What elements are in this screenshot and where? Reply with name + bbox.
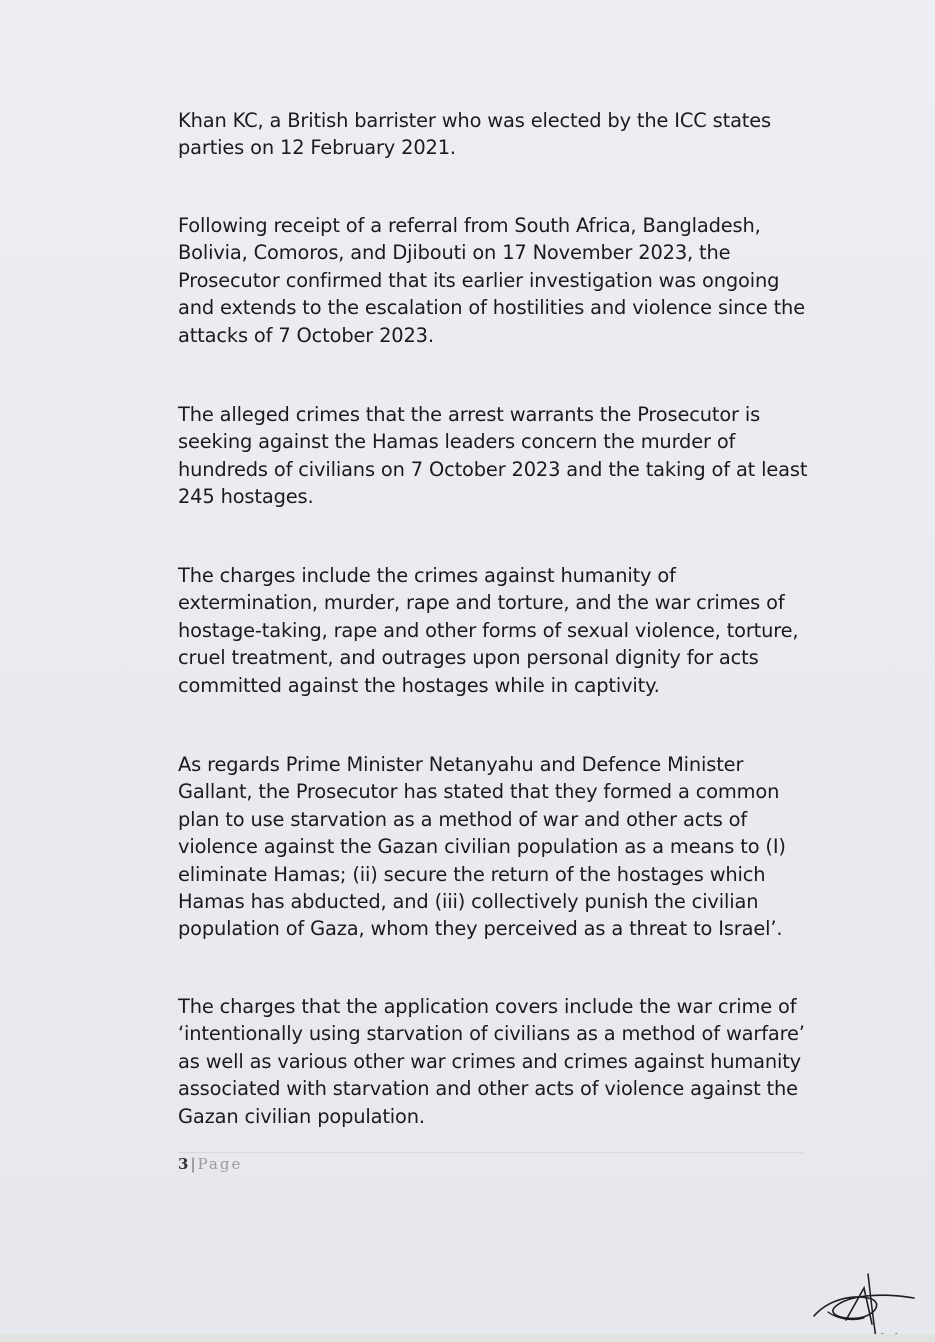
page-footer	[178, 1155, 242, 1173]
handwritten-signature	[806, 1268, 926, 1342]
page-number: 3	[178, 1155, 189, 1173]
paragraph-3: The alleged crimes that the arrest warrants the Prosecutor is seeking against the Hamas leaders concern the murder of hundreds of civilians on 7 October 2023 and the taking of at least 245 hostages.	[178, 403, 808, 509]
page-label: Page	[197, 1155, 243, 1173]
page-separator: |	[190, 1155, 196, 1173]
paragraph-2: Following receipt of a referral from South Africa, Bangladesh, Bolivia, Comoros, and Djibouti on 17 November 2023, the Prosecutor confirmed that its earlier investigation was ongoing and extends to the escalation of hostilities and violence since the attacks of 7 October 2023.	[178, 214, 805, 347]
paragraph-5: As regards Prime Minister Netanyahu and Defence Minister Gallant, the Prosecutor has stated that they formed a common plan to use starvation as a method of war and other acts of violence against the Gazan civilian population as a means to (I) eliminate Hamas; (ii) secure the return of the hostages which Hamas has abducted, and (iii) collectively punish the civilian population of Gaza, whom they perceived as a threat to Israel’.	[178, 753, 786, 941]
scan-bottom-edge	[0, 1334, 935, 1342]
footer-divider	[178, 1152, 803, 1153]
paragraph-1: Khan KC, a British barrister who was elected by the ICC states parties on 12 February 2021.	[178, 109, 771, 160]
paragraph-6: The charges that the application covers include the war crime of ‘intentionally using starvation of civilians as a method of warfare’ as well as various other war crimes and crimes against humanity associated with starvation and other acts of violence against the Gazan civilian population.	[178, 995, 805, 1128]
paragraph-4: The charges include the crimes against humanity of extermination, murder, rape and torture, and the war crimes of hostage-taking, rape and other forms of sexual violence, torture, cruel treatment, and outrages upon personal dignity for acts committed against the hostages while in captivity.	[178, 564, 799, 697]
